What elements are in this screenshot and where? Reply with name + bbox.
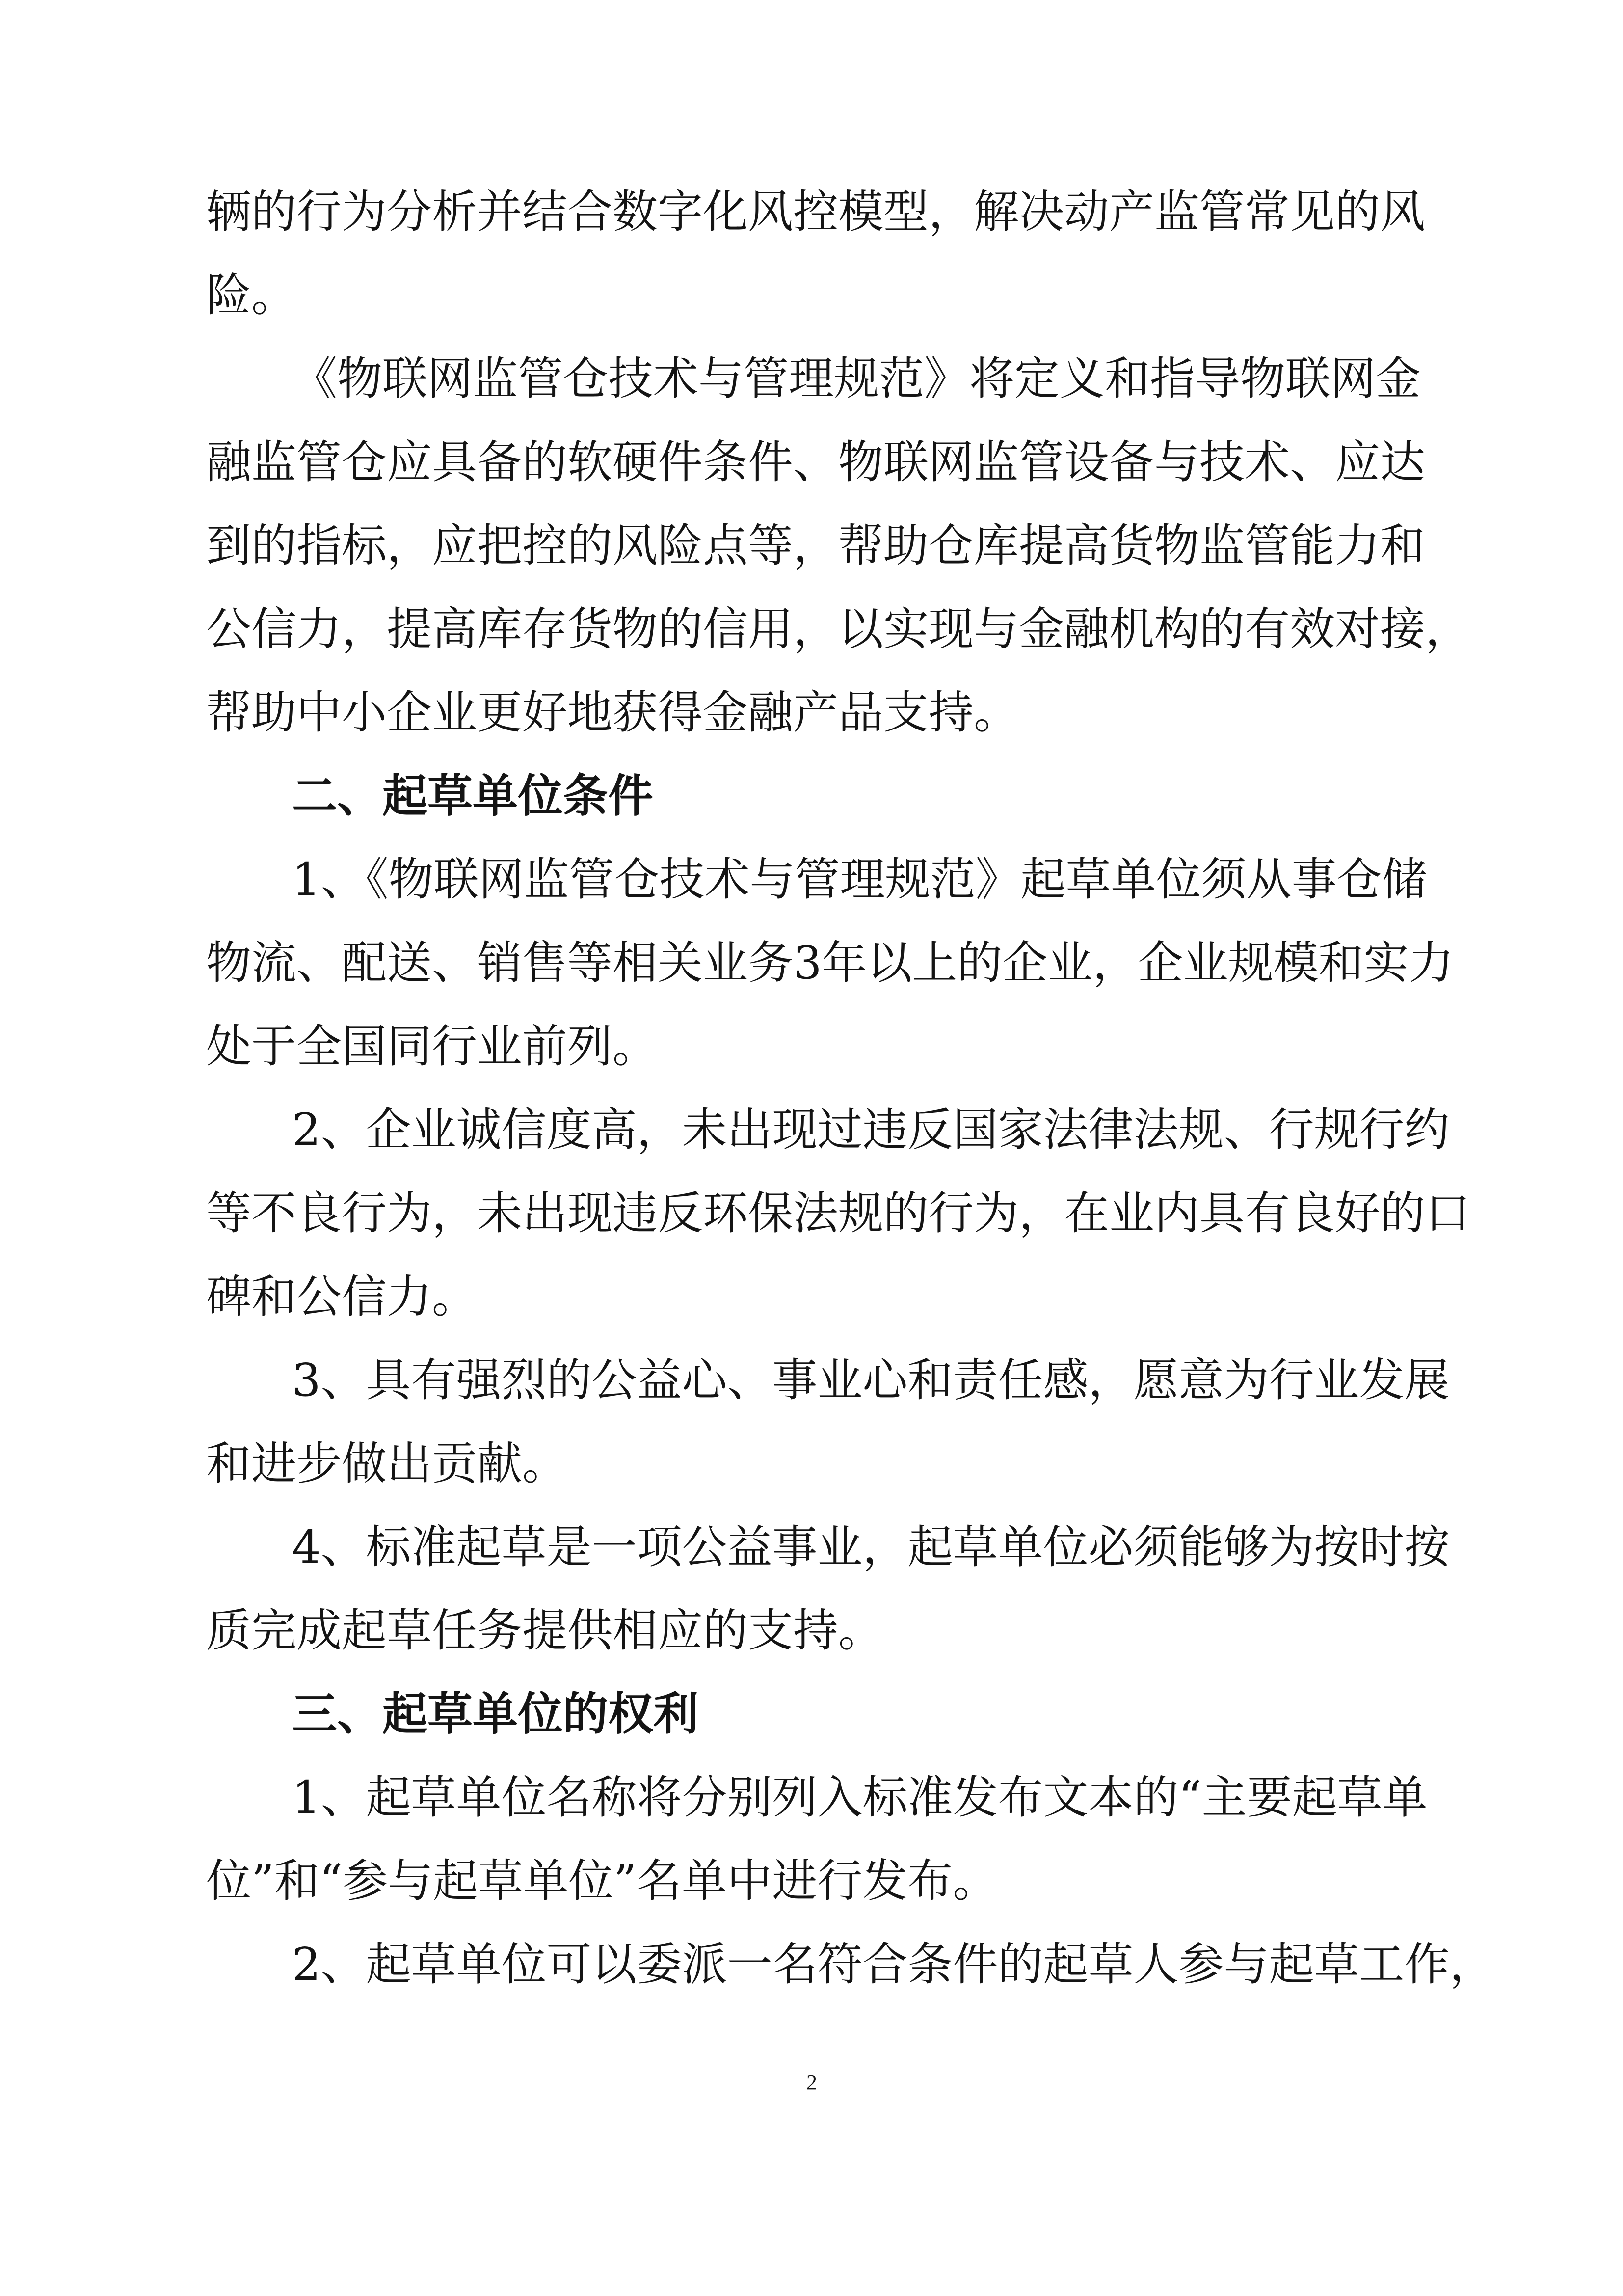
- body-text-line: 1、《物联网监管仓技术与管理规范》起草单位须从事仓储: [292, 853, 1427, 906]
- body-text-line: 公信力，提高库存货物的信用，以实现与金融机构的有效对接，: [206, 603, 1471, 655]
- body-text-line: 帮助中小企业更好地获得金融产品支持。: [206, 686, 1019, 739]
- body-text-line: 辆的行为分析并结合数字化风控模型，解决动产监管常见的风: [206, 186, 1426, 238]
- body-text-line: 物流、配送、销售等相关业务3年以上的企业，企业规模和实力: [206, 937, 1454, 989]
- body-text-line: 3、具有强烈的公益心、事业心和责任感，愿意为行业发展: [292, 1354, 1450, 1406]
- body-text-line: 融监管仓应具备的软硬件条件、物联网监管设备与技术、应达: [206, 436, 1426, 488]
- page-number: 2: [806, 2070, 817, 2094]
- body-text-line: 1、起草单位名称将分别列入标准发布文本的“主要起草单: [292, 1771, 1428, 1824]
- body-text-line: 处于全国同行业前列。: [206, 1020, 658, 1073]
- body-text-line: 4、标准起草是一项公益事业，起草单位必须能够为按时按: [292, 1521, 1450, 1573]
- body-text-line: 《物联网监管仓技术与管理规范》将定义和指导物联网金: [292, 352, 1421, 405]
- body-text-line: 位”和“参与起草单位”名单中进行发布。: [206, 1855, 998, 1907]
- section-heading: 三、起草单位的权利: [292, 1688, 699, 1740]
- body-text-line: 等不良行为，未出现违反环保法规的行为，在业内具有良好的口: [206, 1187, 1471, 1240]
- body-text-line: 到的指标，应把控的风险点等，帮助仓库提高货物监管能力和: [206, 519, 1426, 572]
- body-text-line: 2、起草单位可以委派一名符合条件的起草人参与起草工作，: [292, 1938, 1495, 1991]
- body-text-line: 2、企业诚信度高，未出现过违反国家法律法规、行规行约: [292, 1104, 1450, 1156]
- body-text-line: 碑和公信力。: [206, 1270, 478, 1323]
- body-text-line: 和进步做出贡献。: [206, 1437, 568, 1490]
- body-text-line: 险。: [206, 269, 297, 322]
- body-text-line: 质完成起草任务提供相应的支持。: [206, 1604, 884, 1657]
- section-heading: 二、起草单位条件: [292, 770, 654, 822]
